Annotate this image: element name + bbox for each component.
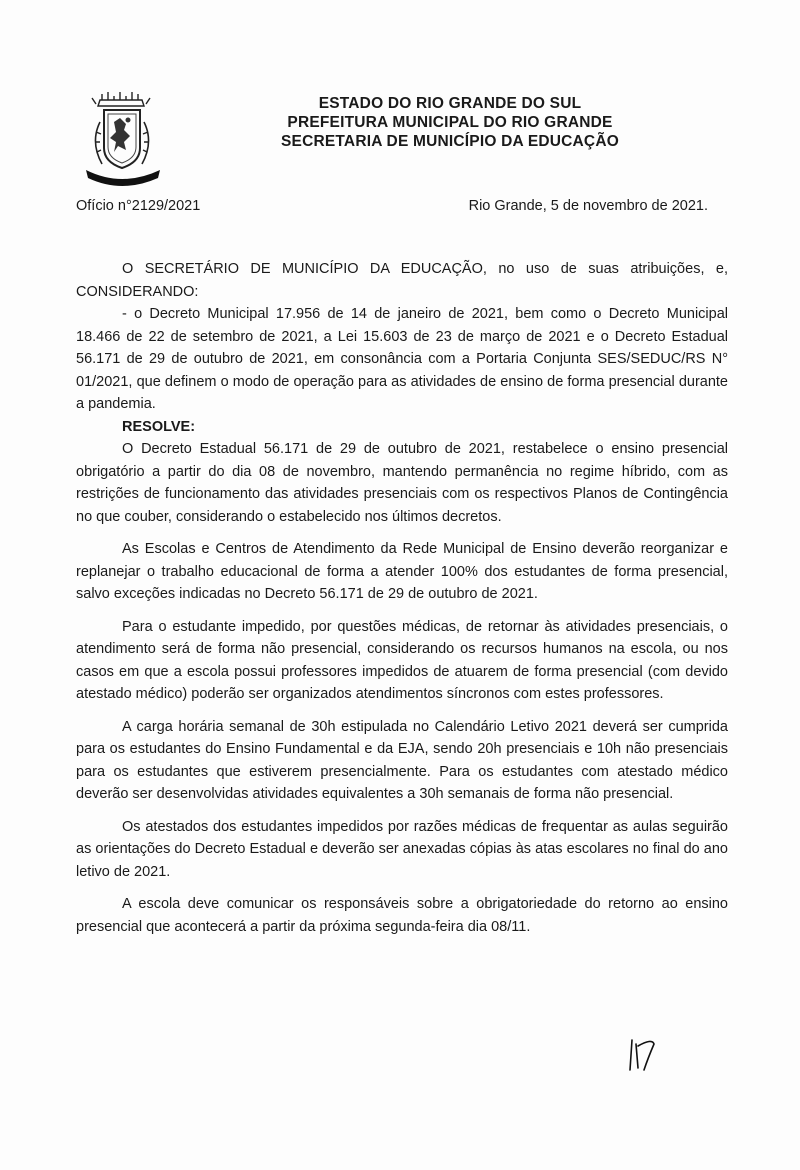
body-paragraph-2: As Escolas e Centros de Atendimento da Rede Municipal de Ensino deverão reorganizar e replanejar o trabalho educacional de forma a atender 100% dos estudantes de forma presencial, salvo exceções indicadas no Decreto 56.171 de 29 de outubro de 2021. bbox=[76, 541, 728, 602]
handwritten-initials-icon bbox=[626, 1034, 666, 1076]
body-paragraph-5: Os atestados dos estudantes impedidos por razões médicas de frequentar as aulas seguirão as orientações do Decreto Estadual e deverão ser anexadas cópias às atas escolares no final do ano letivo de 2021. bbox=[76, 818, 728, 880]
letterhead-state: ESTADO DO RIO GRANDE DO SUL bbox=[318, 95, 582, 112]
coat-of-arms-icon bbox=[80, 92, 166, 188]
document-body bbox=[76, 258, 728, 938]
body-paragraph-4: A carga horária semanal de 30h estipulada no Calendário Letivo 2021 deverá ser cumprida para os estudantes do Ensino Fundamental e da EJA, sendo 20h presenciais e 10h não presenciais para os estudantes que estiverem presencialmente. Para os estudantes com atestado médico deverão ser desenvolvidas atividades equivalentes a 30h semanais de forma não presencial. bbox=[76, 718, 728, 802]
office-number: Ofício n°2129/2021 bbox=[76, 198, 201, 214]
body-paragraph-6: A escola deve comunicar os responsáveis sobre a obrigatoriedade do retorno ao ensino presencial que acontecerá a partir da próxima segunda-feira dia 08/11. bbox=[76, 896, 728, 935]
resolve-heading: RESOLVE: bbox=[122, 418, 196, 435]
document-meta bbox=[76, 198, 708, 214]
letterhead bbox=[210, 94, 690, 151]
intro-paragraph: O SECRETÁRIO DE MUNICÍPIO DA EDUCAÇÃO, no uso de suas atribuições, e, CONSIDERANDO: bbox=[76, 261, 728, 300]
body-paragraph-1: O Decreto Estadual 56.171 de 29 de outubro de 2021, restabelece o ensino presencial obrigatório a partir do dia 08 de novembro, mantendo permanência no regime híbrido, com as restrições de funcionamento das atividades presenciais com os respectivos Planos de Contingência no que couber, considerando o estabelecido nos últimos decretos. bbox=[76, 441, 728, 525]
considerando-paragraph: - o Decreto Municipal 17.956 de 14 de janeiro de 2021, bem como o Decreto Municipal 18.466 de 22 de setembro de 2021, a Lei 15.603 de 23 de março de 2021 e o Decreto Estadual 56.171 de 29 de outubro de 2021, em consonância com a Portaria Conjunta SES/SEDUC/RS N° 01/2021, que definem o modo de operação para as atividades de ensino de forma presencial durante a pandemia. bbox=[76, 306, 728, 412]
place-date: Rio Grande, 5 de novembro de 2021. bbox=[468, 198, 708, 214]
body-paragraph-3: Para o estudante impedido, por questões médicas, de retornar às atividades presenciais, o atendimento será de forma não presencial, considerando os recursos humanos na escola, ou nos casos em que a escola possui professores impedidos de atuarem de forma presencial (com devido atestado médico) poderão ser organizados atendimentos síncronos com estes professores. bbox=[76, 618, 728, 702]
letterhead-secretariat: SECRETARIA DE MUNICÍPIO DA EDUCAÇÃO bbox=[281, 133, 619, 150]
letterhead-prefecture: PREFEITURA MUNICIPAL DO RIO GRANDE bbox=[287, 114, 613, 131]
